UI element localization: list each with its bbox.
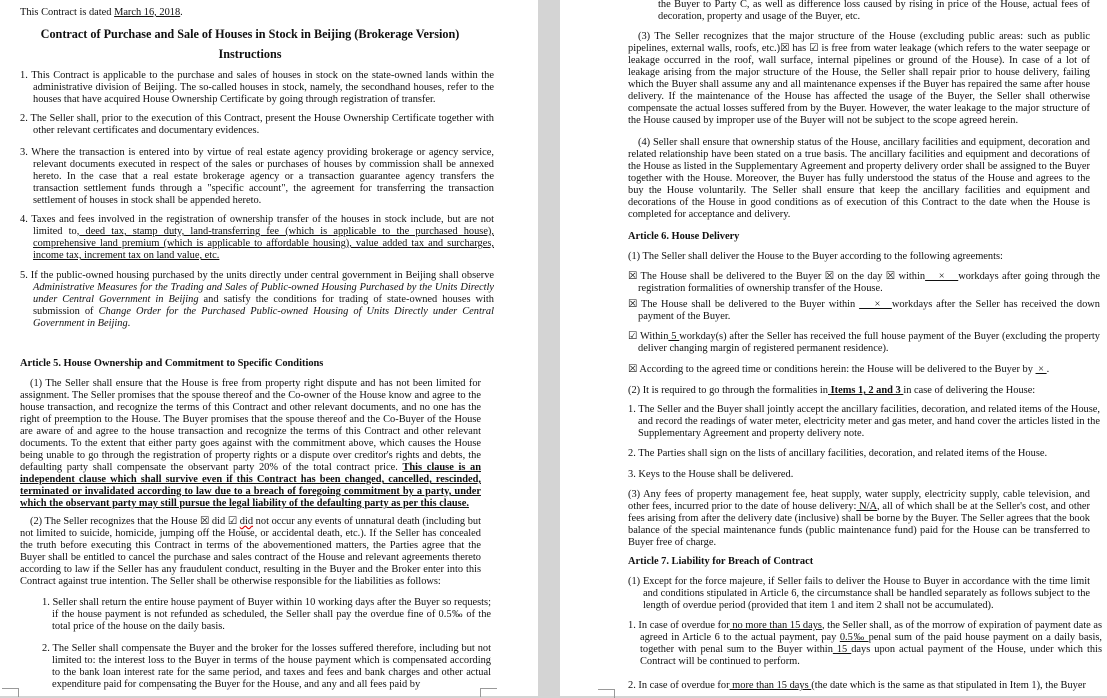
article-5-liability-2-continued: the Buyer to Party C, as well as difference loss caused by rising in price of the House, actual fees of decoration, property and usage of the Buyer, etc. (658, 0, 1090, 22)
article-6-clause-3 (628, 489, 1090, 549)
item5-change-order-title: Change Order for the Purchased Public-owned Housing of Units Directly under Central Government in Beijing (33, 306, 494, 329)
fees-field[interactable]: N/A (856, 501, 878, 512)
article-5-clause-4: (4) Seller shall ensure that ownership status of the House, ancillary facilities and equipment, decoration and related relationship have been stated on a true basis. The ancillary facilities and equipment and decorations of the House as listed in the Supplementary Agreement and property delivery order shall be assigned to the Buyer together with the House. Moreover, the Buyer has fully understood the status of the House and agrees to the buy the House voluntarily. The Seller shall ensure that keep the ancillary facilities and equipment and decorations of the House in good conditions as of execution of this Contract to the date when the House is completed for acceptance and delivery. (628, 137, 1090, 220)
item5-measures-title: Administrative Measures for the Trading and Sales of Public-owned Housing Purchased by the Units Directly under Central Government in Beijing (33, 282, 494, 305)
item4-taxes-list: deed tax, stamp duty, land-transferring fee (which is applicable to the purchased house), comprehensive land premium (which is applicable to affordable housing), value added tax and surcharges, income tax, increment tax on land value, etc. (33, 226, 494, 261)
items-reference: Items 1, 2 and 3 (827, 385, 904, 396)
page-corner-mark (598, 689, 615, 698)
item-text: (the date which is the same as that stipulated in Item 1), the Buyer (811, 680, 1086, 691)
instruction-item-3: 3. Where the transaction is entered into by virtue of real estate agency providing brokerage or agency service, relevant documents executed in respect of the sales or purchases of houses by commission shall be annexed hereto. In the case that a real estate brokerage agency or a transaction guarantee agency transfers the transaction settlement funds through a "specific account", the agreement for transferring the transaction settlement of houses in stock shall be appended hereto. (20, 147, 494, 206)
article-6-heading: Article 6. House Delivery (628, 231, 740, 242)
article-5-liability-1: 1. Seller shall return the entire house payment of Buyer within 10 working days after the Buyer so requests; if the house payment is not refunded as scheduled, the Seller shall pay the overdue fine of 0.5‰ of the total price of the house on the daily basis. (42, 597, 491, 632)
document-title: Contract of Purchase and Sale of Houses in Stock in Beijing (Brokerage Version) (40, 27, 460, 41)
article-7-heading: Article 7. Liability for Breach of Contract (628, 556, 814, 567)
clause-text: , all of which shall be at the Seller's cost, and other fees arising from after the delivery date (inclusive) shall be borne by the Buyer. The Seller agrees that the book balance of the special maintenance funds (public maintenance fund) paid for the House can be transferred to Buyer free of charge. (628, 501, 1090, 548)
delivery-item-3: 3. Keys to the House shall be delivered. (628, 469, 794, 480)
clause-1-independent-clause: This clause is an independent clause which shall survive even if this Contract has been changed, cancelled, rescinded, terminated or invalidated according to law due to a breach of foregoing commitment by a party, under which the observant party may still pursue the legal liability of the defaulting party as per this clause. (20, 462, 481, 509)
breach-item-1 (628, 620, 1102, 668)
item5-text: . (127, 318, 131, 329)
date-label: This Contract is dated (20, 7, 115, 18)
clause-1-text: (1) The Seller shall ensure that the House is free from property right dispute and has not been limited for assignment. The Seller promises that the spouse thereof and the Co-owner of the House know and agree to the house transaction, and recognize the terms of this Contract and other relevant documents, and no one has the right of preemption to the House. The Buyer promises that the spouse thereof and the Co-Buyer of the House are aware of and agree to the house transaction and recognize the terms of this Contract and other relevant documents. To the extent that either party goes against with the commitment above, which causes the House being unable to go through the registration of property rights or a dispute over creditor's rights and debts, the defaulting party shall compensate the observant party 20% of the total contract price. (20, 378, 481, 473)
item-text: days upon actual payment of the House, under which this Contract will be continued to perform. (640, 644, 1102, 667)
instruction-item-2: 2. The Seller shall, prior to the execution of this Contract, present the House Ownership Certificate together with other relevant certificates and documentary evidences. (20, 113, 494, 136)
option-text: ☒ The House shall be delivered to the Buyer within (628, 299, 860, 310)
instruction-item-5 (20, 270, 494, 330)
option-text: workdays after the Seller has received the down payment of the Buyer. (638, 299, 1100, 322)
article-5-clause-1 (20, 378, 481, 510)
article-5-clause-2 (20, 516, 481, 588)
document-page-right (560, 0, 1107, 696)
delivery-option-1[interactable] (628, 271, 1100, 295)
clause-text: in case of delivering the House: (903, 385, 1036, 396)
item-text: 2. In case of overdue for (628, 680, 730, 691)
article-7-clause-1: (1) Except for the force majeure, if Seller fails to deliver the House to Buyer in accordance with the time limit and conditions stipulated in Article 6, the circumstance shall be handled separately as follows subject to the length of overdue period (provided that item 1 and item 2 shall not be accumulated). (628, 576, 1090, 611)
spellcheck-word[interactable]: did (239, 516, 254, 527)
article-5-heading: Article 5. House Ownership and Commitment to Specific Conditions (20, 358, 324, 369)
option-text: ☒ According to the agreed time or conditions herein: the House will be delivered to the Buyer by (628, 364, 1036, 375)
delivery-item-2: 2. The Parties shall sign on the lists of ancillary facilities, decoration, and related items of the House. (628, 448, 1048, 459)
delivery-item-1: 1. The Seller and the Buyer shall jointly accept the ancillary facilities, decoration, and related items of the House, and record the readings of water meter, electricity meter and gas meter, and hand cover the articles listed in the Supplementary Agreement and property delivery note. (628, 404, 1100, 439)
instruction-item-4 (20, 214, 494, 262)
article-5-liability-2: 2. The Seller shall compensate the Buyer and the broker for the losses suffered therefore, including but not limited to: the interest loss to the Buyer in terms of the house payment which is compensated according to the bank loan interest rate for the same period, and taxes and fees and bank charges and other actual expenditure paid for compensating the Buyer for the House, and any and all fees paid by (42, 643, 491, 690)
breach-item-2 (628, 680, 1100, 692)
item-text: 1. In case of overdue for (628, 620, 730, 631)
payment-days: 15 (832, 644, 852, 655)
delivery-option-4[interactable] (628, 364, 1100, 376)
workdays-field[interactable]: 5 (668, 331, 680, 342)
delivery-option-3[interactable] (628, 331, 1100, 355)
penalty-rate: 0.5‰ (839, 632, 869, 643)
workdays-field[interactable]: × (859, 299, 892, 310)
instructions-heading: Instructions (218, 47, 282, 61)
instruction-item-1: 1. This Contract is applicable to the purchase and sales of houses in stock on the state-owned lands within the administrative division of Beijing. The so-called houses in stock, namely, the secondhand houses, refer to the houses that have acquired House Ownership Certificate by going through registration of transfer. (20, 70, 494, 105)
item-text: , the Seller shall, as of the morrow of expiration of payment date as agreed in Article 6 to the actual payment, pay (640, 620, 1102, 643)
item5-text: and satisfy the conditions for trading of state-owned houses with submission of (33, 294, 494, 317)
delivery-option-2[interactable] (628, 299, 1100, 323)
contract-date[interactable]: March 16, 2018 (114, 7, 181, 18)
delivery-date-field[interactable]: × (1035, 364, 1047, 375)
clause-text: (2) It is required to go through the formalities in (628, 385, 828, 396)
clause-2-text: (2) The Seller recognizes that the House ☒ did ☑ (30, 516, 240, 527)
contract-date-line (20, 7, 481, 19)
item4-text: 4. Taxes and fees involved in the registration of ownership transfer of the houses in stock include, but are not limited to, (20, 214, 494, 237)
date-suffix: . (180, 7, 183, 18)
option-text: workdays after going through the registration formalities of ownership transfer of the House. (638, 271, 1100, 294)
clause-text: (3) Any fees of property management fee, heat supply, water supply, electricity supply, cable television, and other fees, incurred prior to the date of house delivery: (628, 489, 1090, 512)
article-6-clause-1: (1) The Seller shall deliver the House to the Buyer according to the following agreements: (628, 251, 1003, 262)
option-text: ☑ Within (628, 331, 669, 342)
option-text: ☒ The House shall be delivered to the Buyer ☒ on the day ☒ within (628, 271, 926, 282)
article-5-clause-3: (3) The Seller recognizes that the major structure of the House (excluding public areas: such as public pipelines, external walls, roofs, etc.)☒ has ☑ is free from water leakage (which refers to the water seepage or leakage occurred in the roof, wall surface, internal pipelines or ground of the House). In case of a lot of leakage arising from the major structure of the House, the Seller shall repair prior to house delivery, failing which the Buyer shall assume any and all maintenance expenses if the Buyer has repaired the same after house delivery. If the maintenance of the House has affected the usage of the Buyer, the Seller shall otherwise compensate the actual losses suffered from by the Buyer. However, the water leakage to the major structure of the House caused by improper use of the Buyer will not be subject to the scope agreed herein. (628, 31, 1090, 126)
overdue-period: more than 15 days (729, 680, 812, 691)
overdue-period: no more than 15 days (729, 620, 822, 631)
article-6-clause-2 (628, 385, 1090, 397)
item-text: penal sum of the paid house payment on a daily basis, together with penal sum to the Buyer within (640, 632, 1102, 655)
document-page-left (0, 0, 538, 696)
clause-2-text: not occur any events of unnatural death (including but not limited to suicide, homicide, jumping off the House, or accidental death, etc.). If the Seller has concealed the truth before executing this Contract in terms of the abovementioned matters, the Parties agree that the Buyer shall be entitled to cancel the purchase and sales contract of the House and relevant agreements thereto according to law if the Seller has any fraudulent conduct, resulting in the Buyer and the Broker enter into this Contract against true intention. The Seller shall be otherwise responsible for the liabilities as follows: (20, 516, 481, 587)
option-text: workday(s) after the Seller has received the full house payment of the Buyer (excluding the property deliver changing margin of registered permanent residence). (638, 331, 1100, 354)
option-text: . (1046, 364, 1050, 375)
item5-text: 5. If the public-owned housing purchased by the units directly under central government in Beijing shall observe (20, 270, 494, 281)
workdays-field[interactable]: × (925, 271, 959, 282)
